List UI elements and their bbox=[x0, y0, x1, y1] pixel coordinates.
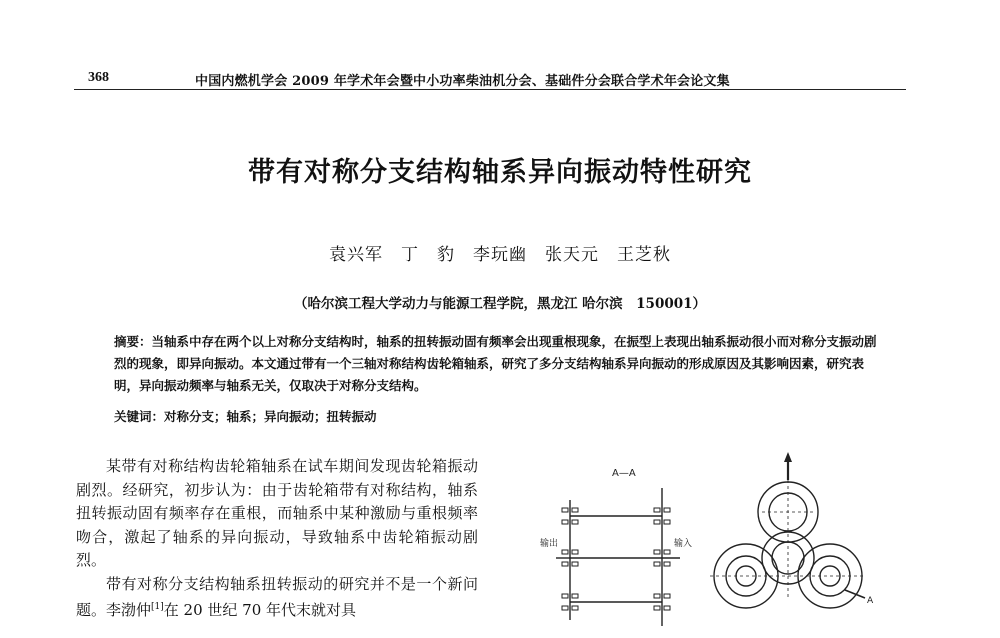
section-label: A—A bbox=[612, 468, 636, 479]
keywords-label: 关键词： bbox=[114, 409, 165, 424]
para2-start: 带有对称分支结构轴系扭转振动的研究并不是一个新问题。李渤仲 bbox=[76, 574, 478, 619]
page-number: 368 bbox=[88, 70, 109, 85]
paper-title: 带有对称分支结构轴系异向振动特性研究 bbox=[248, 157, 752, 188]
gear-circles bbox=[714, 458, 865, 608]
abstract-label: 摘要： bbox=[114, 334, 152, 349]
arrow-top-icon bbox=[784, 452, 792, 462]
paper-affiliation: （哈尔滨工程大学动力与能源工程学院，黑龙江 哈尔滨 150001） bbox=[293, 296, 707, 312]
para2-end: 在 20 世纪 70 年代末就对具 bbox=[163, 601, 357, 619]
input-label: 输入 bbox=[674, 539, 693, 549]
keywords-text: 对称分支；轴系；异向振动；扭转振动 bbox=[164, 409, 377, 424]
citation-ref: [1] bbox=[151, 602, 164, 612]
abstract bbox=[114, 331, 884, 397]
gearbox-figure bbox=[540, 440, 900, 638]
abstract-text: 当轴系中存在两个以上对称分支结构时，轴系的扭转振动固有频率会出现重根现象，在振型上表现出轴系振动很小而对称分支振动剧烈的现象，即异向振动。本文通过带有一个三轴对称结构齿轮箱轴系，研究了多分支结构轴系异向振动的形成原因及其影响因素，研究表明，异向振动频率与轴系无关，仅取决于对称分支结构。 bbox=[114, 334, 877, 393]
body-text bbox=[76, 455, 478, 623]
section-a-label: A bbox=[867, 596, 874, 606]
keywords bbox=[114, 407, 377, 425]
output-label: 输出 bbox=[540, 539, 559, 549]
running-header: 中国内燃机学会 2009 年学术年会暨中小功率柴油机分会、基础件分会联合学术年会论文集 bbox=[195, 74, 730, 89]
body-paragraph-2 bbox=[76, 573, 478, 623]
body-paragraph-1: 某带有对称结构齿轮箱轴系在试车期间发现齿轮箱振动剧烈。经研究，初步认为：由于齿轮箱带有对称结构，轴系扭转振动固有频率存在重根，而轴系中某种激励与重根频率吻合，激起了轴系的异向振动，导致轴系中齿轮箱振动剧烈。 bbox=[76, 457, 478, 569]
header-rule bbox=[74, 89, 906, 90]
paper-authors: 袁兴军 丁 豹 李玩幽 张天元 王芝秋 bbox=[329, 245, 671, 265]
